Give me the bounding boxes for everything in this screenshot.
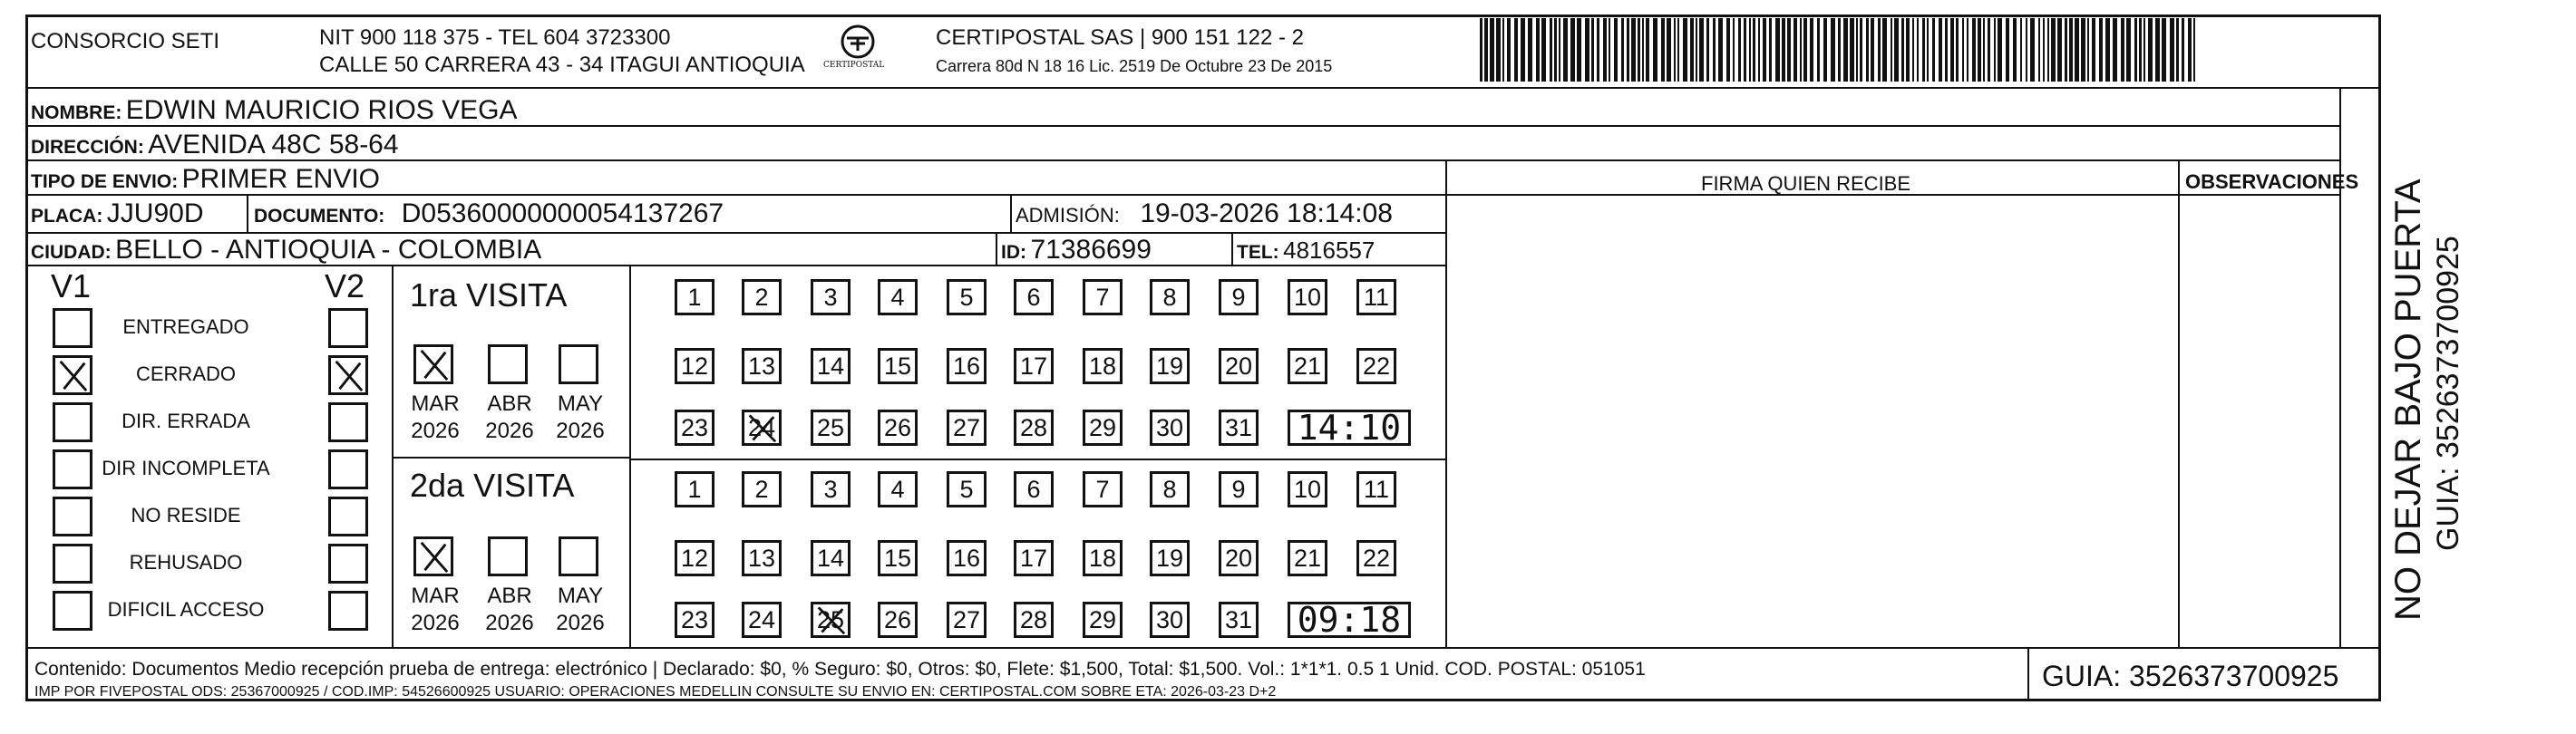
reason-label: REHUSADO [129, 551, 243, 574]
visit1-day-box[interactable] [1014, 348, 1054, 384]
visit1-day-box[interactable] [1014, 279, 1054, 315]
direccion-value: AVENIDA 48C 58-64 [148, 130, 399, 159]
visit1-month-label: MAY [557, 391, 604, 416]
visit1-day-box[interactable] [742, 348, 782, 384]
visit2-day-number: 9 [1231, 476, 1246, 503]
visit1-day-number: 9 [1231, 284, 1246, 311]
ciudad-value: BELLO - ANTIOQUIA - COLOMBIA [115, 235, 542, 265]
visit2-day-number: 5 [959, 476, 974, 503]
observations-area[interactable] [2180, 196, 2339, 647]
visit2-day-box[interactable] [1288, 540, 1327, 576]
reason-label: NO RESIDE [131, 504, 241, 526]
side-guia: GUIA: 3526373700925 [2431, 236, 2465, 551]
visit2-day-box[interactable] [675, 602, 714, 638]
license-line: Carrera 80d N 18 16 Lic. 2519 De Octubre 23 De 2015 [936, 57, 1333, 75]
visit2-day-number: 1 [687, 476, 702, 503]
ciudad-label: CIUDAD: [31, 242, 112, 263]
visit2-month-checkbox[interactable] [488, 536, 528, 576]
visit1-day-number: 30 [1155, 414, 1184, 441]
v2-label: V2 [325, 267, 365, 304]
visit1-day-box[interactable] [1083, 279, 1123, 315]
visit2-day-box[interactable] [947, 602, 987, 638]
visit1-day-box[interactable] [878, 279, 918, 315]
visit1-day-box[interactable] [947, 410, 987, 446]
v1-reason-checkbox[interactable] [53, 402, 92, 442]
visit2-day-box[interactable] [811, 602, 851, 638]
visit2-day-box[interactable] [1288, 471, 1327, 507]
documento-label: DOCUMENTO: [254, 206, 385, 227]
visit1-day-box[interactable] [1288, 279, 1327, 315]
visit1-day-number: 24 [747, 414, 776, 441]
visit1-day-number: 20 [1224, 353, 1253, 380]
v1-reason-checkbox[interactable] [53, 544, 92, 584]
v2-reason-checkbox[interactable] [328, 402, 368, 442]
visit1-day-number: 10 [1293, 284, 1322, 311]
visit2-day-box[interactable] [1219, 540, 1259, 576]
side-warning: NO DEJAR BAJO PUERTA [2388, 179, 2428, 621]
company-name: CONSORCIO SETI [31, 29, 220, 53]
visit2-day-number: 30 [1155, 606, 1184, 633]
visit2-day-number: 3 [823, 476, 838, 503]
admision-value: 19-03-2026 18:14:08 [1140, 198, 1393, 228]
contenido-text: Contenido: Documentos Medio recepción prueba de entrega: electrónico | Declarado: $0, % Seguro: $0, Otros: $0, Flete: $1,500, Total: $1,500. Vol.: 1*1*1. 0.5 1 Unid. COD. POSTAL: 051051 [34, 659, 1646, 680]
visit2-month-label: MAR [411, 584, 460, 608]
visit1-day-box[interactable] [675, 410, 714, 446]
reason-label: DIFICIL ACCESO [107, 598, 265, 621]
visit1-day-box[interactable] [1014, 410, 1054, 446]
v2-reason-checkbox[interactable] [328, 449, 368, 489]
visit1-day-number: 22 [1362, 353, 1391, 380]
visit1-day-number: 3 [823, 284, 838, 311]
visit1-month-checkbox[interactable] [413, 344, 453, 384]
visit2-day-number: 16 [952, 545, 981, 572]
visit2-day-box[interactable] [675, 540, 714, 576]
visit2-day-box[interactable] [878, 471, 918, 507]
visit2-day-number: 8 [1162, 476, 1177, 503]
visit2-day-box[interactable] [1083, 540, 1123, 576]
visit1-day-box[interactable] [1356, 279, 1396, 315]
visit2-day-number: 23 [680, 606, 709, 633]
visit1-day-number: 27 [952, 414, 981, 441]
visit2-day-number: 27 [952, 606, 981, 633]
reason-label: DIR INCOMPLETA [102, 457, 270, 479]
visit2-day-number: 17 [1019, 545, 1048, 572]
handwritten-x-mark [55, 358, 90, 392]
address-line: CALLE 50 CARRERA 43 - 34 ITAGUI ANTIOQUIA [319, 53, 805, 77]
visit1-day-box[interactable] [1356, 348, 1396, 384]
v2-reason-checkbox[interactable] [328, 497, 368, 536]
v2-reason-checkbox[interactable] [328, 355, 368, 395]
visit2-day-box[interactable] [1356, 540, 1396, 576]
visit1-hour-value: 14:10 [1297, 408, 1402, 448]
v1-reason-checkbox[interactable] [53, 355, 92, 395]
placa-value: JJU90D [106, 198, 204, 228]
visit2-day-box[interactable] [878, 540, 918, 576]
visit2-day-box[interactable] [742, 471, 782, 507]
visit1-hour-box[interactable] [1288, 410, 1411, 446]
visit1-year-label: 2026 [411, 419, 460, 443]
visit1-day-box[interactable] [1219, 348, 1259, 384]
visit1-day-number: 2 [754, 284, 769, 311]
tel-value: 4816557 [1283, 237, 1375, 264]
reason-label: DIR. ERRADA [122, 410, 250, 432]
visit2-day-number: 21 [1293, 545, 1322, 572]
visit1-day-number: 12 [680, 353, 709, 380]
visit2-day-box[interactable] [1014, 602, 1054, 638]
nombre-label: NOMBRE: [31, 102, 122, 123]
v1-reason-checkbox[interactable] [53, 497, 92, 536]
visit2-day-box[interactable] [811, 540, 851, 576]
direccion-label: DIRECCIÓN: [31, 137, 144, 158]
visit1-day-box[interactable] [811, 348, 851, 384]
visit2-day-number: 13 [747, 545, 776, 572]
visit2-hour-value: 09:18 [1297, 600, 1402, 640]
visit2-title: 2da VISITA [410, 467, 575, 504]
visit1-day-box[interactable] [675, 348, 714, 384]
visit1-day-box[interactable] [878, 348, 918, 384]
visit1-day-number: 28 [1019, 414, 1048, 441]
visit1-day-number: 15 [883, 353, 912, 380]
visit2-day-number: 28 [1019, 606, 1048, 633]
visit1-day-number: 17 [1019, 353, 1048, 380]
v2-reason-checkbox[interactable] [328, 591, 368, 631]
visit2-day-number: 10 [1293, 476, 1322, 503]
visit1-day-box[interactable] [742, 410, 782, 446]
visit1-year-label: 2026 [485, 419, 534, 443]
visit1-year-label: 2026 [556, 419, 605, 443]
visit2-day-box[interactable] [675, 471, 714, 507]
visit2-year-label: 2026 [485, 611, 534, 635]
visit2-day-number: 19 [1155, 545, 1184, 572]
visit1-day-number: 14 [816, 353, 845, 380]
nombre-value: EDWIN MAURICIO RIOS VEGA [125, 95, 518, 125]
visit2-hour-box[interactable] [1288, 602, 1411, 638]
visit1-day-number: 18 [1088, 353, 1117, 380]
visit2-day-box[interactable] [1150, 540, 1190, 576]
visit2-day-box[interactable] [811, 471, 851, 507]
visit1-day-box[interactable] [811, 279, 851, 315]
visit2-day-box[interactable] [1150, 602, 1190, 638]
nit-line: NIT 900 118 375 - TEL 604 3723300 [319, 25, 671, 50]
visit2-day-box[interactable] [1083, 471, 1123, 507]
visit1-day-box[interactable] [1150, 410, 1190, 446]
id-value: 71386699 [1030, 235, 1152, 265]
visit1-day-box[interactable] [947, 279, 987, 315]
handwritten-x-mark [331, 358, 365, 392]
visit2-day-number: 11 [1363, 476, 1390, 503]
id-label: ID: [1001, 242, 1026, 263]
visit2-year-label: 2026 [556, 611, 605, 635]
visit1-day-box[interactable] [1288, 348, 1327, 384]
visit1-day-number: 26 [883, 414, 912, 441]
visit2-day-number: 25 [816, 606, 845, 633]
visit2-day-number: 4 [890, 476, 905, 503]
visit2-day-number: 31 [1224, 606, 1253, 633]
visit2-month-checkbox[interactable] [559, 536, 598, 576]
visit2-day-box[interactable] [947, 540, 987, 576]
certipostal-line: CERTIPOSTAL SAS | 900 151 122 - 2 [936, 25, 1304, 50]
visit1-day-number: 19 [1155, 353, 1184, 380]
visit1-day-number: 23 [680, 414, 709, 441]
visit1-day-box[interactable] [742, 279, 782, 315]
visit1-day-box[interactable] [1150, 279, 1190, 315]
visit1-month-checkbox[interactable] [559, 344, 598, 384]
v1-label: V1 [51, 267, 92, 304]
logo-caption: CERTIPOSTAL [823, 61, 885, 70]
visit2-day-box[interactable] [1014, 471, 1054, 507]
visit1-day-number: 13 [747, 353, 776, 380]
placa-label: PLACA: [31, 206, 103, 227]
visit1-day-box[interactable] [675, 279, 714, 315]
visit2-day-box[interactable] [742, 540, 782, 576]
visit2-month-label: ABR [487, 584, 532, 608]
visit1-day-box[interactable] [1219, 279, 1259, 315]
documento-value: D05360000000054137267 [401, 198, 724, 228]
visit2-day-number: 12 [680, 545, 709, 572]
visit2-day-number: 18 [1088, 545, 1117, 572]
visit1-day-number: 1 [687, 284, 702, 311]
visit1-day-number: 11 [1363, 284, 1390, 311]
firma-header: FIRMA QUIEN RECIBE [1701, 172, 1911, 195]
visit1-day-number: 31 [1224, 414, 1253, 441]
reason-label: CERRADO [135, 362, 236, 385]
visit1-day-number: 5 [959, 284, 974, 311]
visit1-day-number: 21 [1293, 353, 1322, 380]
imp-text: IMP POR FIVEPOSTAL ODS: 25367000925 / COD.IMP: 54526600925 USUARIO: OPERACIONES MEDELLIN CONSULTE SU ENVIO EN: CERTIPOSTAL.COM SOBRE ETA: 2026-03-23 D+2 [34, 684, 1277, 700]
visit1-day-box[interactable] [878, 410, 918, 446]
observaciones-header: OBSERVACIONES [2185, 170, 2359, 193]
visit2-day-box[interactable] [878, 602, 918, 638]
visit2-day-number: 26 [883, 606, 912, 633]
visit1-day-number: 8 [1162, 284, 1177, 311]
signature-area[interactable] [1447, 196, 2178, 647]
v1-reason-checkbox[interactable] [53, 449, 92, 489]
visit2-day-number: 14 [816, 545, 845, 572]
v1-reason-checkbox[interactable] [53, 308, 92, 348]
visit1-day-box[interactable] [1219, 410, 1259, 446]
visit1-day-box[interactable] [1083, 410, 1123, 446]
visit1-day-number: 29 [1088, 414, 1117, 441]
visit2-day-box[interactable] [947, 471, 987, 507]
visit2-day-box[interactable] [1014, 540, 1054, 576]
visit2-year-label: 2026 [411, 611, 460, 635]
visit2-day-number: 2 [754, 476, 769, 503]
handwritten-x-mark [416, 539, 451, 574]
visit2-month-checkbox[interactable] [413, 536, 453, 576]
visit2-day-box[interactable] [1356, 471, 1396, 507]
visit2-day-number: 24 [747, 606, 776, 633]
reason-label: ENTREGADO [122, 315, 249, 338]
visit1-day-box[interactable] [947, 348, 987, 384]
visit1-title: 1ra VISITA [410, 276, 568, 314]
visit1-day-number: 4 [890, 284, 905, 311]
handwritten-x-mark [416, 347, 451, 381]
visit2-day-number: 6 [1026, 476, 1041, 503]
admision-label: ADMISIÓN: [1016, 204, 1120, 227]
visit1-day-number: 16 [952, 353, 981, 380]
visit2-day-number: 15 [883, 545, 912, 572]
visit1-day-number: 25 [816, 414, 845, 441]
v2-reason-checkbox[interactable] [328, 308, 368, 348]
tel-label: TEL: [1237, 242, 1279, 263]
visit1-day-box[interactable] [1150, 348, 1190, 384]
tipo-envio-label: TIPO DE ENVIO: [31, 171, 179, 192]
visit2-day-box[interactable] [742, 602, 782, 638]
v1-reason-checkbox[interactable] [53, 591, 92, 631]
visit2-day-number: 29 [1088, 606, 1117, 633]
tipo-envio-value: PRIMER ENVIO [181, 164, 381, 194]
visit1-month-checkbox[interactable] [488, 344, 528, 384]
visit2-day-number: 7 [1095, 476, 1110, 503]
footer-guia: GUIA: 3526373700925 [2042, 660, 2339, 692]
v2-reason-checkbox[interactable] [328, 544, 368, 584]
visit1-day-number: 6 [1026, 284, 1041, 311]
visit2-day-number: 20 [1224, 545, 1253, 572]
visit1-month-label: ABR [487, 391, 532, 416]
visit1-day-box[interactable] [811, 410, 851, 446]
visit2-month-label: MAY [557, 584, 604, 608]
visit1-month-label: MAR [411, 391, 460, 416]
visit1-day-box[interactable] [1083, 348, 1123, 384]
visit2-day-number: 22 [1362, 545, 1391, 572]
visit1-day-number: 7 [1095, 284, 1110, 311]
visit2-day-box[interactable] [1150, 471, 1190, 507]
visit2-day-box[interactable] [1083, 602, 1123, 638]
visit2-day-box[interactable] [1219, 602, 1259, 638]
visit2-day-box[interactable] [1219, 471, 1259, 507]
